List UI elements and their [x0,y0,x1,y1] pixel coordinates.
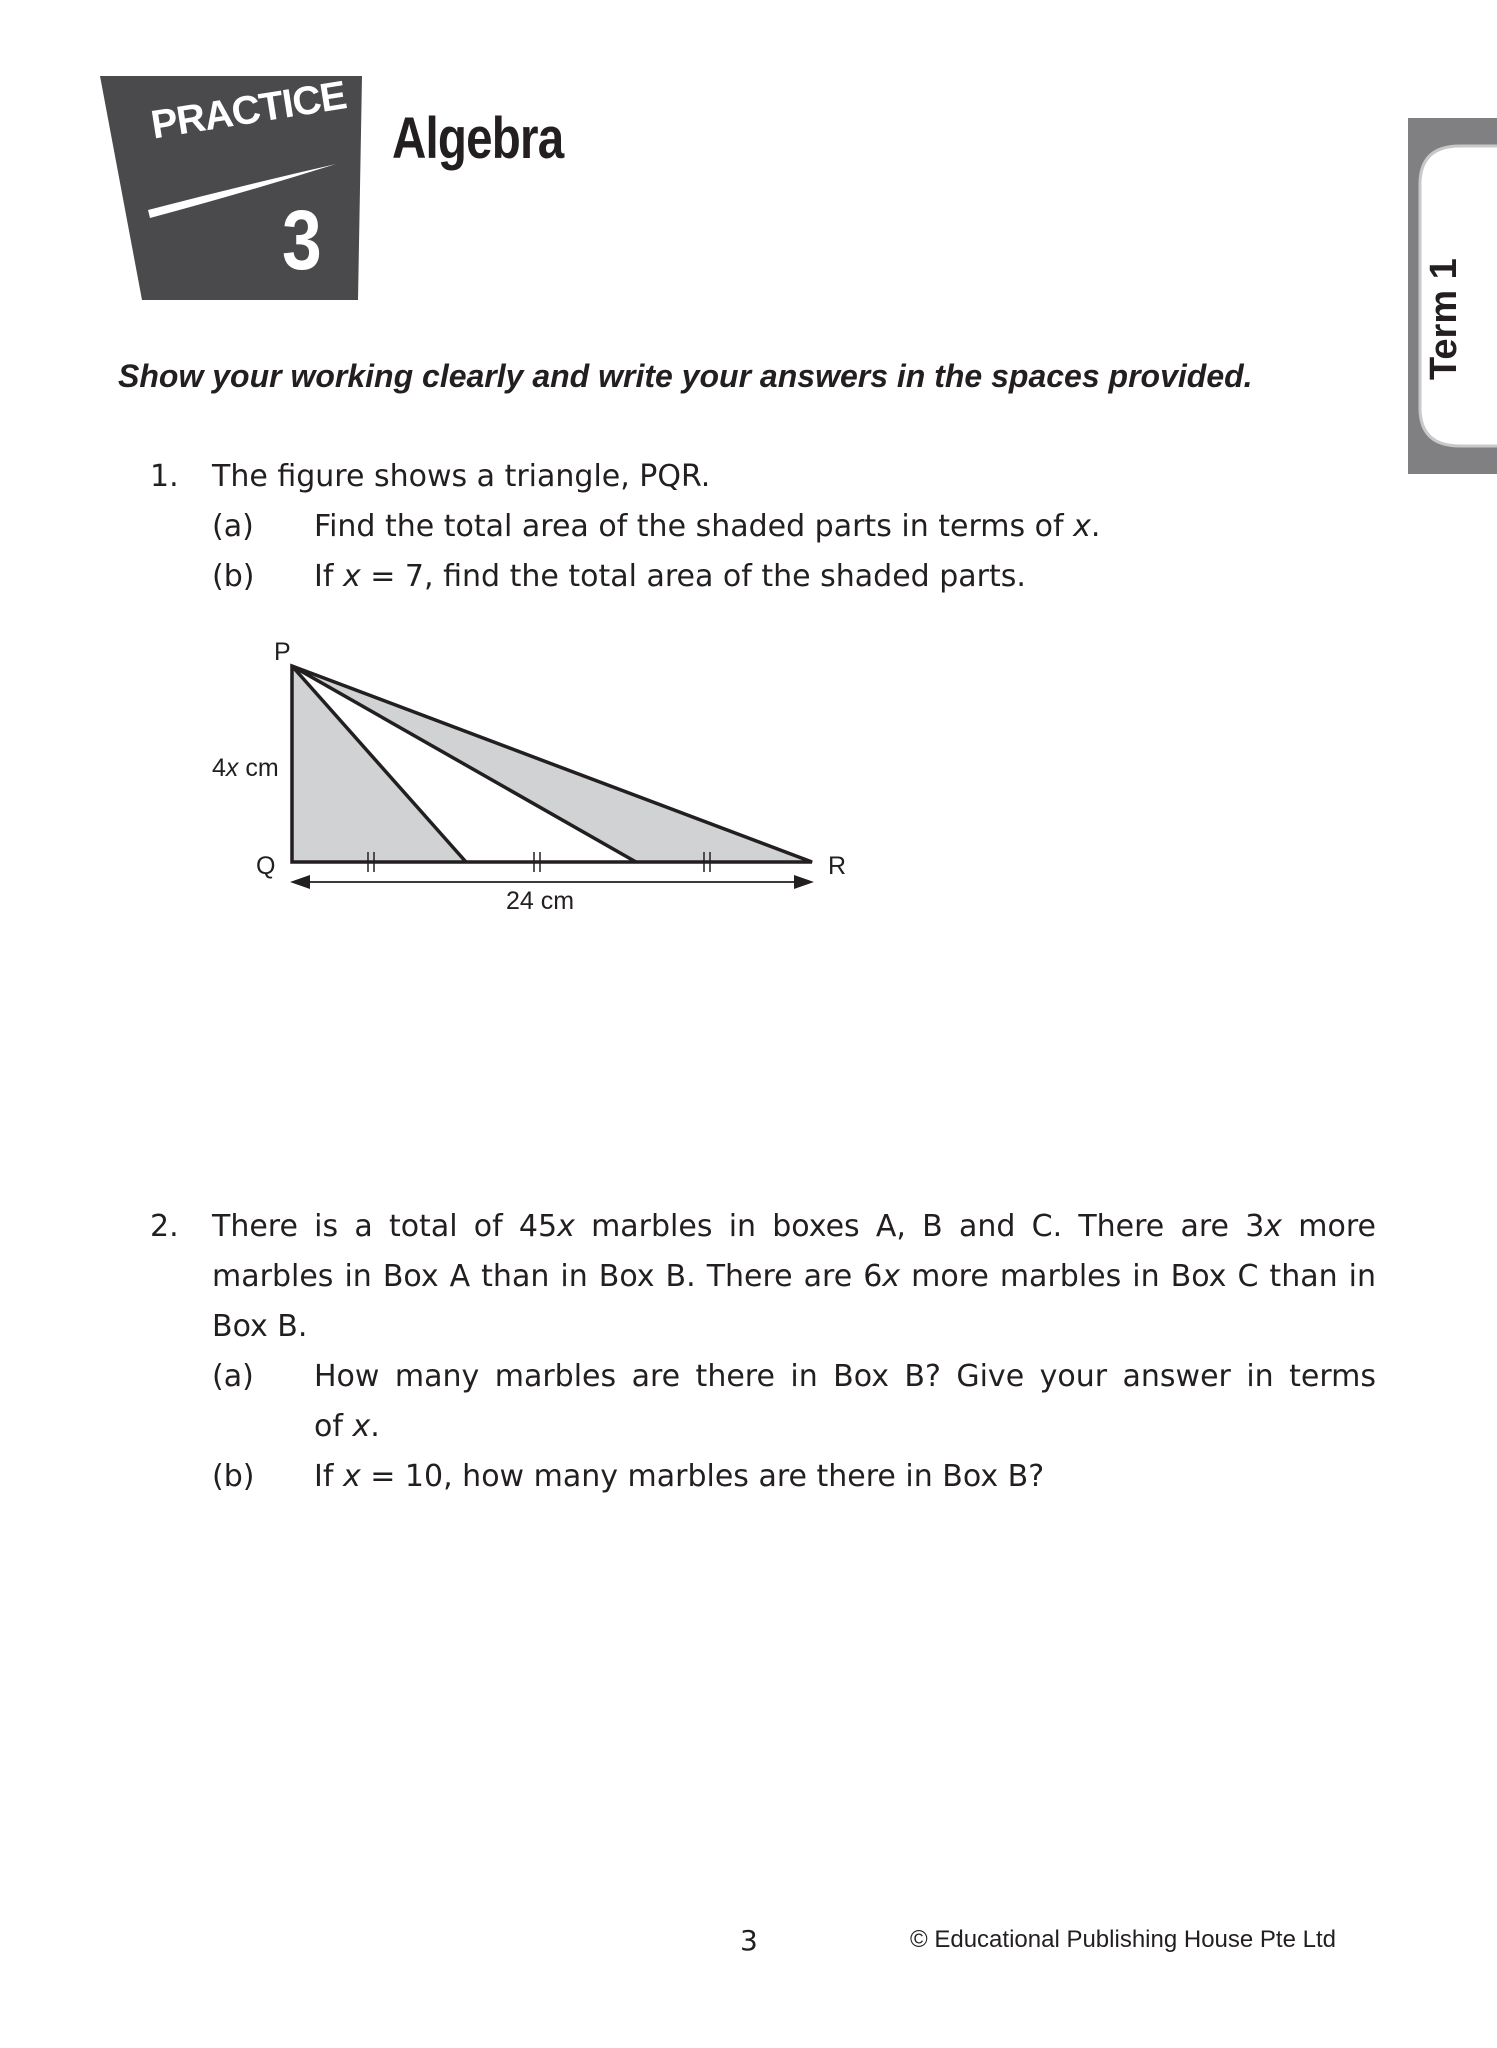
sub-question-b [212,1452,1376,1502]
page-title: Algebra [392,106,564,171]
text: . [370,1409,380,1444]
variable: x [352,1409,371,1444]
text: marbles in boxes A, B and C. There are 3 [574,1209,1265,1244]
variable: x [1264,1209,1283,1244]
text: Find the total area of the shaded parts in terms of [314,509,1074,544]
badge-word: PRACTICE [148,73,349,148]
vertex-r: R [828,852,847,880]
sub-label: (b) [212,559,255,594]
variable: x [342,559,361,594]
text: How many marbles are there in Box B? Give your answer in terms [314,1359,1376,1394]
sub-question-a [212,502,1376,552]
sub-question-a [212,1352,1376,1452]
text: more [1282,1209,1376,1244]
text: If [314,559,343,594]
text: = 7, find the total area of the shaded parts. [360,559,1026,594]
text: = 10, how many marbles are there in Box B? [360,1459,1045,1494]
side-pq-label: 4x cm [212,754,279,782]
term-label: Term 1 [1423,258,1465,380]
vertex-p: P [274,638,291,666]
text: of [314,1409,353,1444]
question-stem-line-3: Box B. [212,1309,308,1344]
sub-label: (b) [212,1459,255,1494]
text: more marbles in Box C than in [900,1259,1376,1294]
sub-label: (a) [212,1359,254,1394]
text: marbles in Box A than in Box B. There are 6 [212,1259,883,1294]
instruction: Show your working clearly and write your answers in the spaces provided. [118,358,1253,394]
text: If [314,1459,343,1494]
page-number: 3 [740,1924,758,1957]
vertex-q: Q [256,852,276,880]
variable: x [342,1459,361,1494]
variable: x [1073,509,1091,544]
triangle-figure [200,630,880,920]
question-number: 2. [150,1209,179,1244]
sub-question-b [212,552,1376,602]
badge-number: 3 [282,193,322,287]
question-stem: The figure shows a triangle, PQR. [212,459,711,494]
side-qr-label: 24 cm [506,887,575,915]
variable: x [882,1259,901,1294]
copyright: © Educational Publishing House Pte Ltd [910,1926,1336,1953]
question-stem-line-2 [212,1252,1376,1302]
text: There is a total of 45 [212,1209,558,1244]
text: . [1090,509,1101,544]
question-stem-line-1 [212,1202,1376,1252]
question-number: 1. [150,459,179,494]
sub-label: (a) [212,509,254,544]
variable: x [557,1209,575,1244]
